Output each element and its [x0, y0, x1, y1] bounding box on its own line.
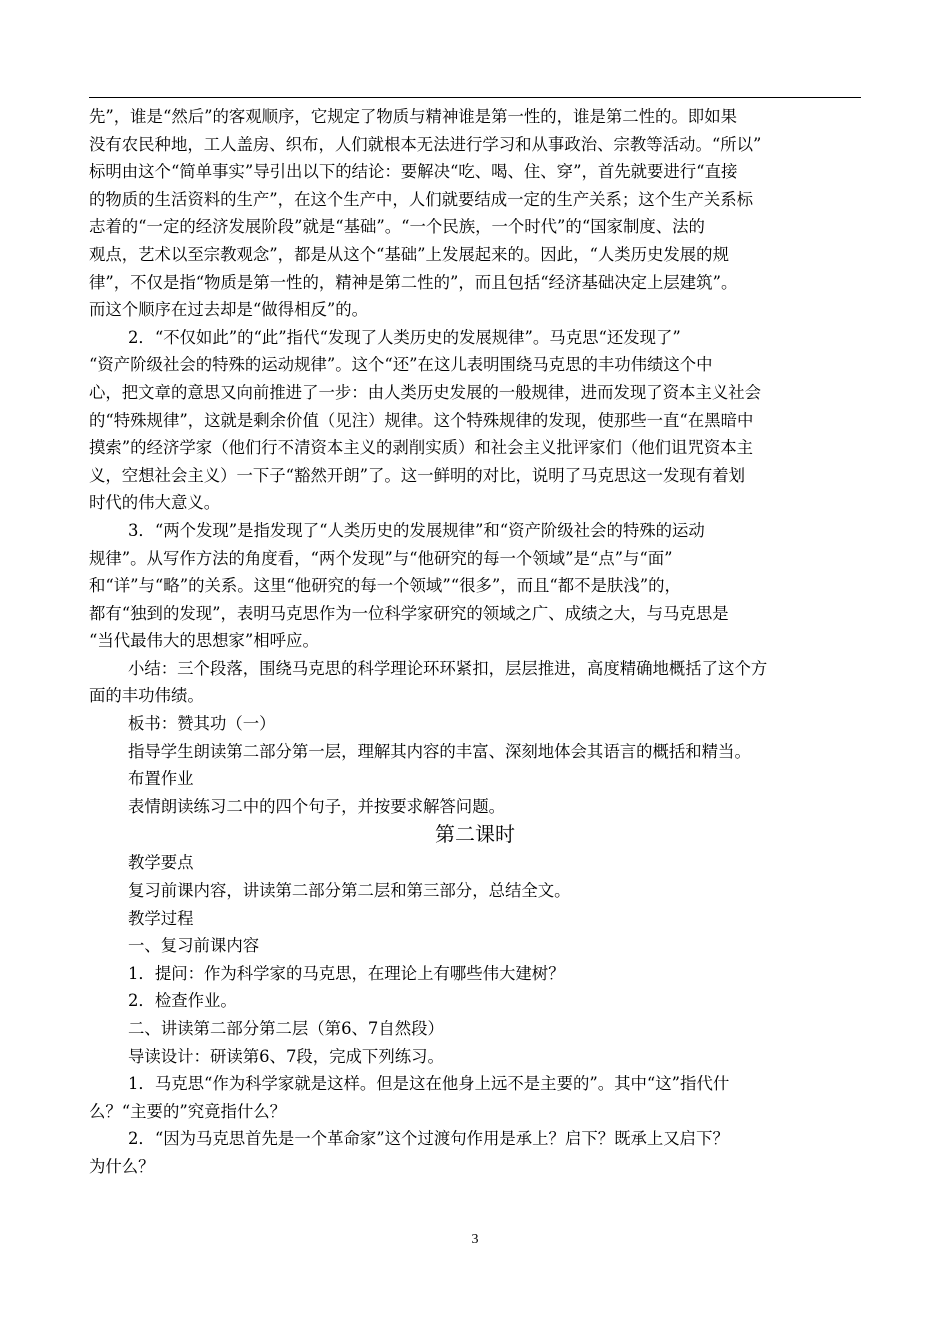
text-line: 布置作业 — [128, 769, 194, 789]
text-line: 标明由这个“简单事实”导引出以下的结论：要解决“吃、喝、住、穿”，首先就要进行“直接 — [89, 162, 738, 182]
text-line: 时代的伟大意义。 — [89, 493, 221, 513]
text-line: 志着的“一定的经济发展阶段”就是“基础”。“一个民族，一个时代”的“国家制度、法的 — [89, 217, 705, 237]
text-line: 心，把文章的意思又向前推进了一步：由人类历史发展的一般规律，进而发现了资本主义社会 — [89, 382, 762, 402]
text-line: 1．马克思“作为科学家就是这样。但是这在他身上远不是主要的”。其中“这”指代什 — [128, 1074, 730, 1094]
page-number: 3 — [471, 1232, 479, 1247]
text-line: 么？“主要的”究竟指什么？ — [89, 1101, 287, 1121]
text-line: 导读设计：研读第6、7段，完成下列练习。 — [128, 1046, 444, 1066]
header-rule — [89, 97, 861, 98]
text-line: 和“详”与“略”的关系。这里“他研究的每一个领域”“很多”，而且“都不是肤浅”的， — [89, 576, 681, 596]
text-line: 指导学生朗读第二部分第一层，理解其内容的丰富、深刻地体会其语言的概括和精当。 — [128, 741, 751, 761]
text-line: 都有“独到的发现”，表明马克思作为一位科学家研究的领域之广、成绩之大，与马克思是 — [89, 603, 729, 623]
text-line: 而这个顺序在过去却是“做得相反”的。 — [89, 300, 369, 320]
text-line: 2．“不仅如此”的“此”指代“发现了人类历史的发展规律”。马克思“还发现了” — [128, 327, 681, 347]
text-line: “当代最伟大的思想家”相呼应。 — [89, 631, 319, 651]
text-line: 复习前课内容，讲读第二部分第二层和第三部分，总结全文。 — [128, 881, 571, 901]
section-heading: 第二课时 — [435, 822, 515, 847]
text-line: 摸索”的经济学家（他们行不清资本主义的剥削实质）和社会主义批评家们（他们诅咒资本主 — [89, 438, 754, 458]
text-line: 表情朗读练习二中的四个句子，并按要求解答问题。 — [128, 796, 505, 816]
text-line: 的物质的生活资料的生产”，在这个生产中，人们就要结成一定的生产关系；这个生产关系标 — [89, 189, 754, 209]
text-line: 板书：赞其功（一） — [128, 714, 276, 734]
text-line: 教学要点 — [128, 853, 194, 873]
text-line: 面的丰功伟绩。 — [89, 686, 204, 706]
text-line: 观点，艺术以至宗教观念”，都是从这个“基础”上发展起来的。因此，“人类历史发展的规 — [89, 244, 729, 264]
text-line: 没有农民种地，工人盖房、织布，人们就根本无法进行学习和从事政治、宗教等活动。“所以” — [89, 134, 762, 154]
text-line: “资产阶级社会的特殊的运动规律”。这个“还”在这儿表明围绕马克思的丰功伟绩这个中 — [89, 355, 713, 375]
text-line: 1．提问：作为科学家的马克思，在理论上有哪些伟大建树？ — [128, 963, 565, 983]
text-line: 二、讲读第二部分第二层（第6、7自然段） — [128, 1019, 444, 1038]
text-line: 教学过程 — [128, 908, 194, 928]
text-line: 义，空想社会主义）一下子“豁然开朗”了。这一鲜明的对比，说明了马克思这一发现有着划 — [89, 465, 745, 485]
text-line: 规律”。从写作方法的角度看，“两个发现”与“他研究的每一个领域”是“点”与“面” — [89, 548, 673, 568]
text-line: 先”，谁是“然后”的客观顺序，它规定了物质与精神谁是第一性的，谁是第二性的。即如果 — [89, 107, 737, 126]
text-line: 3．“两个发现”是指发现了“人类历史的发展规律”和“资产阶级社会的特殊的运动 — [128, 520, 705, 540]
text-line: 为什么？ — [89, 1156, 155, 1176]
text-line: 律”，不仅是指“物质是第一性的，精神是第二性的”，而且包括“经济基础决定上层建筑”。 — [89, 272, 738, 292]
text-line: 2．检查作业。 — [128, 991, 237, 1011]
document-body — [89, 103, 873, 1181]
text-line: 的“特殊规律”，这就是剩余价值（见注）规律。这个特殊规律的发现，使那些一直“在黑暗中 — [89, 410, 754, 430]
text-line: 一、复习前课内容 — [128, 936, 260, 956]
text-line: 小结：三个段落，围绕马克思的科学理论环环紧扣，层层推进，高度精确地概括了这个方 — [128, 658, 768, 678]
text-line: 2．“因为马克思首先是一个革命家”这个过渡句作用是承上？启下？既承上又启下？ — [128, 1129, 729, 1149]
